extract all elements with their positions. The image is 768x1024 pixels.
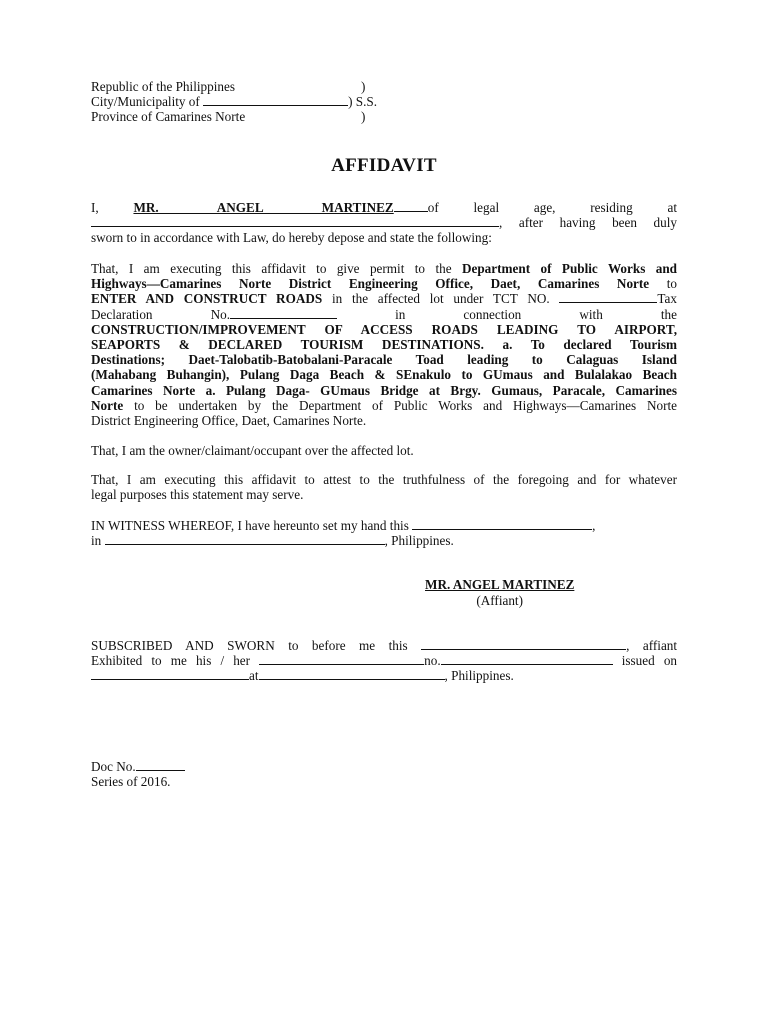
doc-number-block: Doc No. Series of 2016.	[91, 759, 185, 789]
witness-place-blank	[105, 533, 385, 545]
tax-declaration-blank	[230, 307, 337, 319]
venue-line-republic: Republic of the Philippines )	[91, 79, 366, 94]
affiant-name: MR. ANGEL MARTINEZ	[133, 200, 394, 215]
venue-block	[91, 79, 377, 124]
signature-role: (Affiant)	[476, 593, 523, 608]
city-blank	[203, 94, 348, 106]
residence-blank	[91, 215, 499, 227]
truthfulness-paragraph: That, I am executing this affidavit to attest to the truthfulness of the foregoing and for whatever legal purposes this statement may serve.	[91, 472, 677, 503]
issue-date-blank	[91, 668, 249, 680]
doc-number-blank	[136, 759, 185, 771]
venue-line-city: City/Municipality of ) S.S.	[91, 94, 378, 109]
venue-line-province: Province of Camarines Norte )	[91, 109, 366, 124]
tct-number-blank	[559, 291, 657, 303]
affiant-signature-block	[425, 577, 574, 609]
id-type-blank	[259, 653, 424, 665]
id-number-blank	[441, 653, 613, 665]
jurat-paragraph: SUBSCRIBED AND SWORN to before me this , affiant Exhibited to me his / her no. issued on at , Philippines.	[91, 638, 678, 684]
issue-place-blank	[259, 668, 445, 680]
intro-paragraph: I, MR. ANGEL MARTINEZ of legal age, residing at , after having been duly sworn to in accordance with Law, do hereby depose and state the following:	[91, 200, 678, 246]
witness-date-blank	[412, 518, 592, 530]
jurat-date-blank	[421, 638, 626, 650]
witness-paragraph: IN WITNESS WHEREOF, I have hereunto set my hand this , in , Philippines.	[91, 518, 596, 549]
permit-paragraph: That, I am executing this affidavit to give permit to the Department of Public Works and Highways—Camarines Norte District Engineering Office, Daet, Camarines Norte to ENTER AND CONSTRUCT ROADS in the affected lot under TCT NO. Tax Declaration No. in connection with the CONSTRUCTION/IMPROVEMENT OF ACCESS ROADS LEADING TO AIRPORT, SEAPORTS & DECLARED TOURISM DESTINATIONS. a. To declared Tourism Destinations; Daet-Talobatib-Batobalani-Paracale Toad leading to Calaguas Island (Mahabang Buhangin), Pulang Daga Beach & SEnakulo to GUmaus and Bulalakao Beach Camarines Norte a. Pulang Daga- GUmaus Bridge at Brgy. Gumaus, Paracale, Camarines Norte to be undertaken by the Department of Public Works and Highways—Camarines Norte District Engineering Office, Daet, Camarines Norte.	[91, 261, 678, 429]
owner-paragraph: That, I am the owner/claimant/occupant over the affected lot.	[91, 443, 414, 458]
document-title: AFFIDAVIT	[331, 155, 437, 176]
signature-name: MR. ANGEL MARTINEZ	[425, 577, 575, 592]
